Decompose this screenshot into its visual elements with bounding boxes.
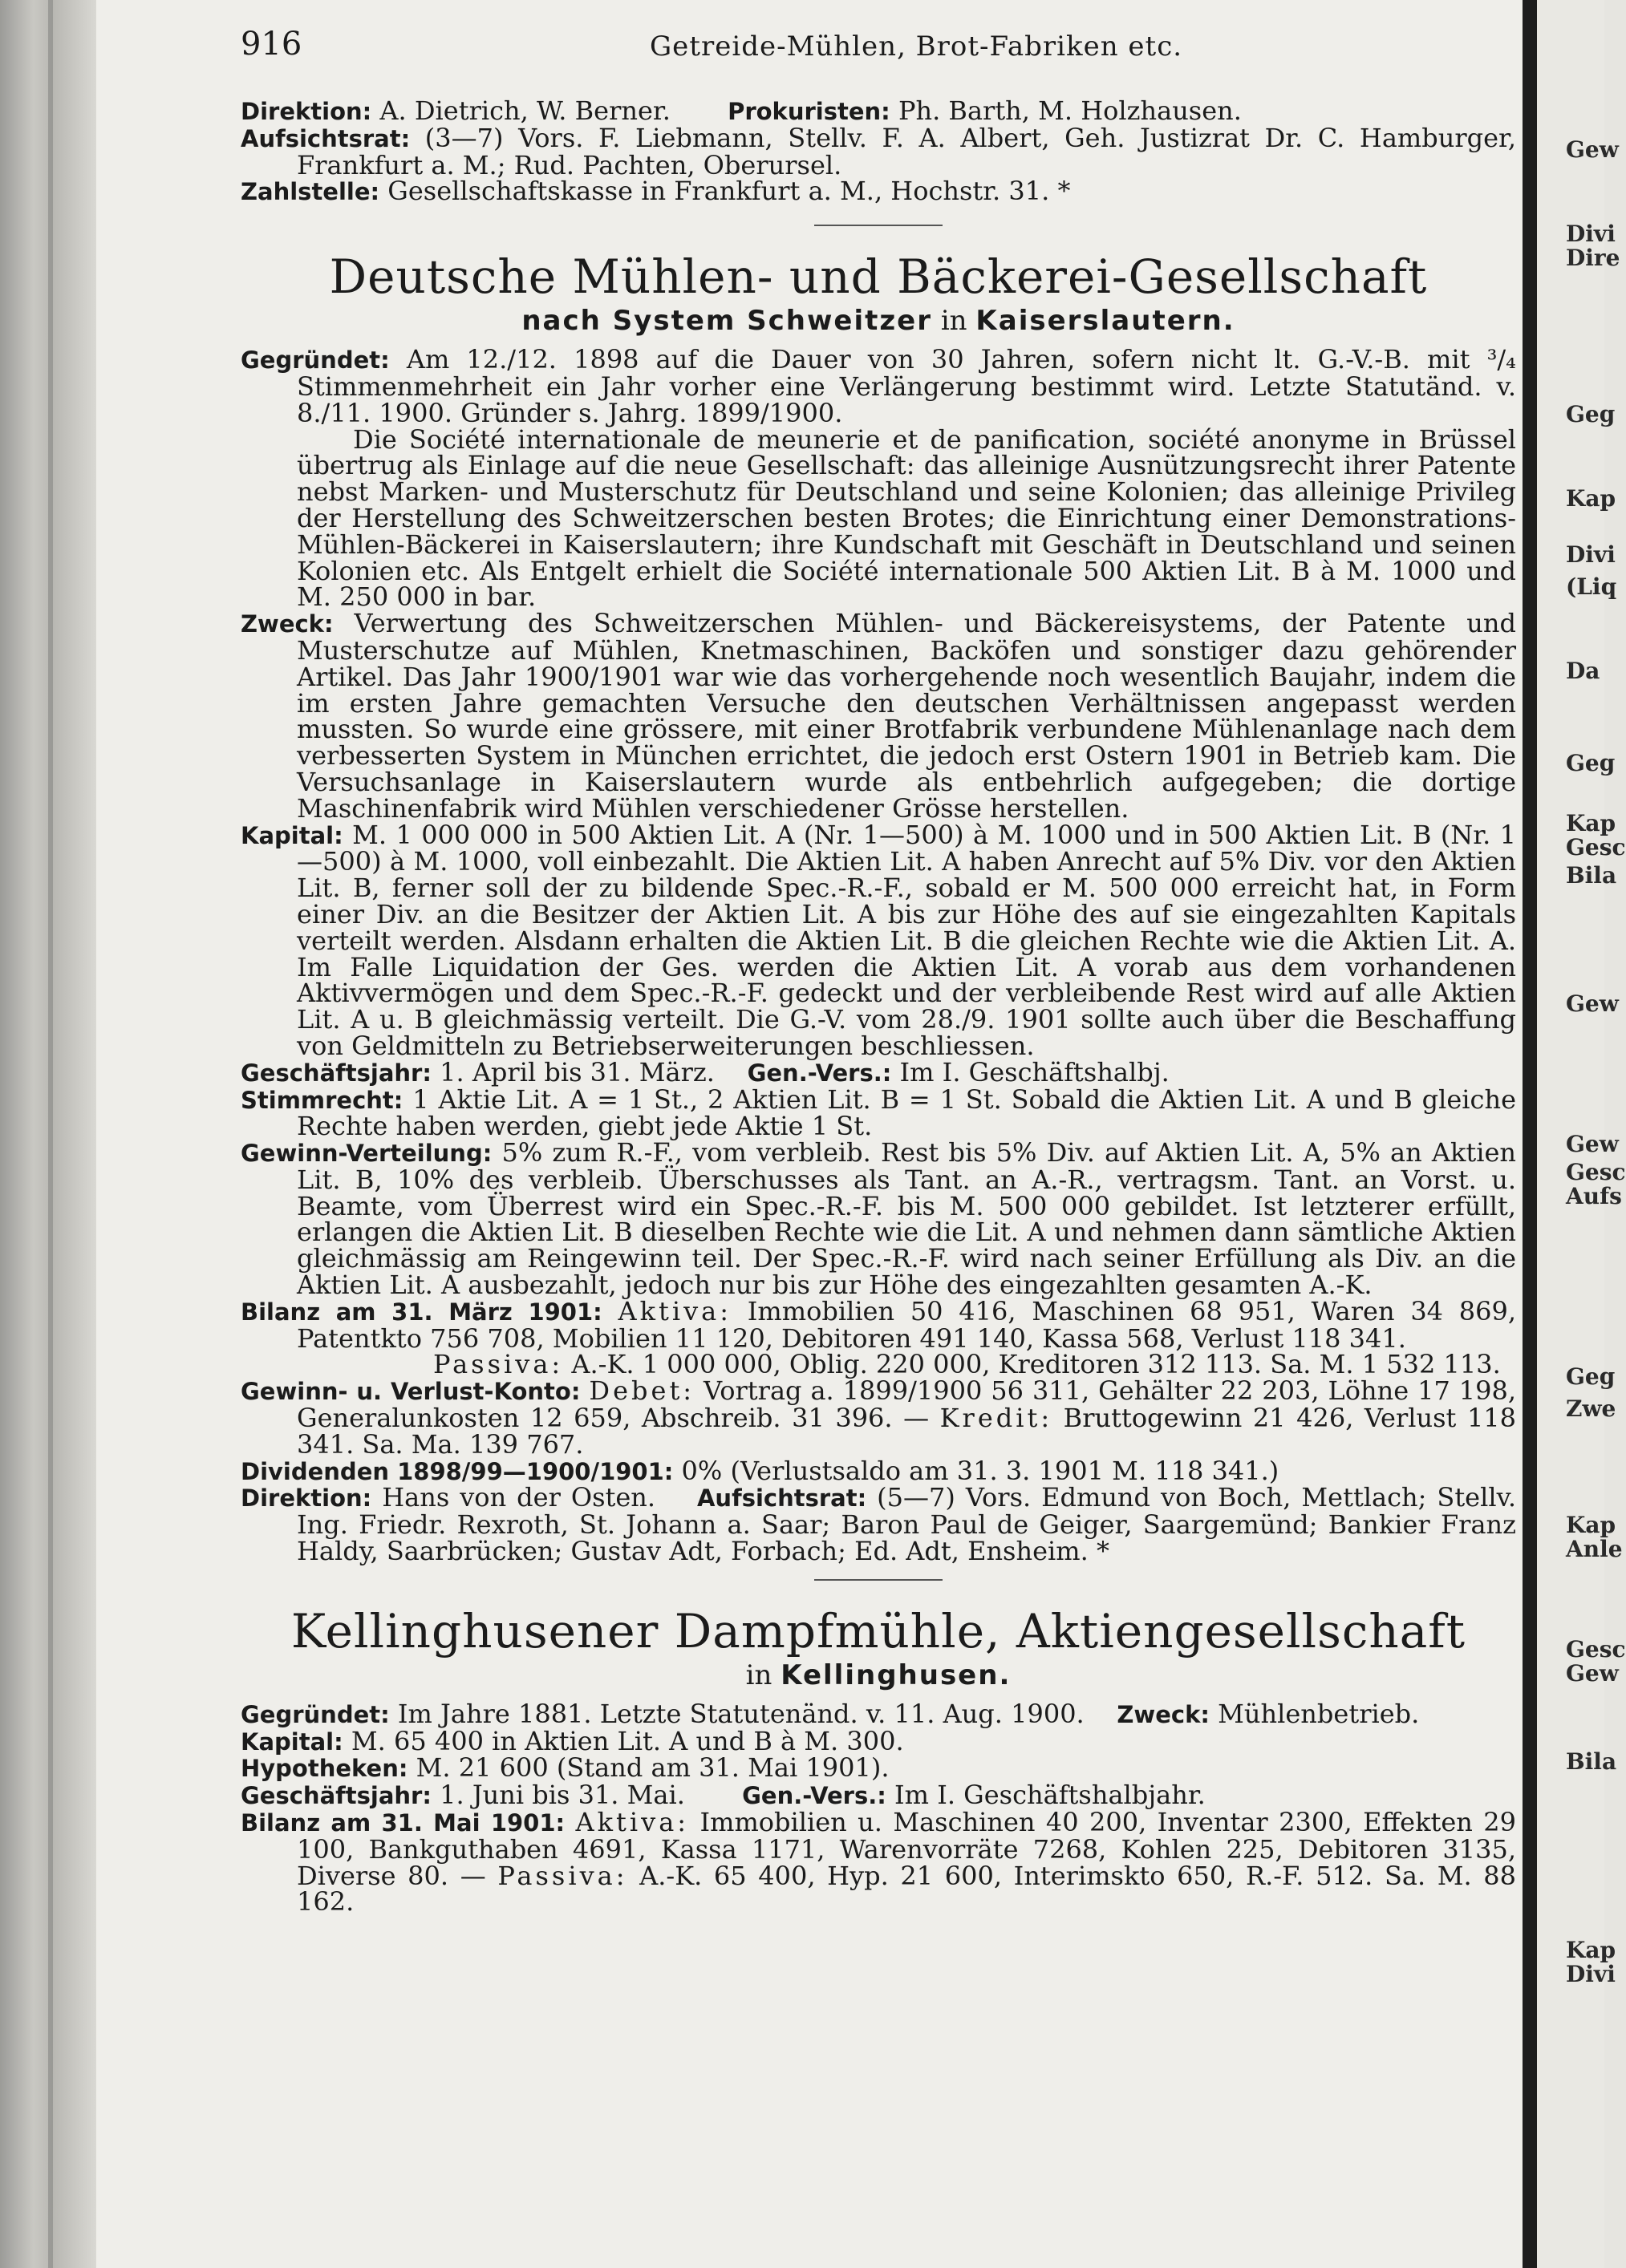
entry1-subtitle-place: Kaiserslautern.: [975, 305, 1235, 338]
neighbor-fragment: Kap: [1566, 485, 1616, 512]
neighbor-fragment: Dire: [1566, 245, 1620, 271]
entry1-zweck-label: Zweck:: [241, 610, 334, 638]
entry2-zweck-text: Mühlenbetrieb.: [1218, 1698, 1420, 1729]
entry1-debet-label: Debet:: [589, 1375, 695, 1407]
entry1-zweck-text: Verwertung des Schweitzerschen Mühlen- und Bäckereisystems, der Patente und Musterschutze auf Mühlen, Knetmaschinen, Backöfen und sonstiger dazu gehörender Artikel. Das Jahr 1900/1901 war wie das vorhergehende noch wesentlich Baujahr, indem die im ersten Jahre gemachten Versuche den deutschen Verhältnissen angepasst werden mussten. So wurde eine grössere, mit einer Brotfabrik verbundene Mühlenanlage nach dem verbesserten System in München errichtet, die jedoch erst Ostern 1901 in Betrieb kam. Die Versuchsanlage in Kaiserslautern wurde als entbehrlich aufgegeben; die dortige Maschinenfabrik wird Mühlen verschiedener Grösse herstellen.: [297, 608, 1517, 824]
section-rule-1: [814, 225, 943, 226]
neighbor-fragment: Gew: [1566, 1131, 1619, 1157]
prev-zahlstelle-label: Zahlstelle:: [241, 178, 380, 206]
entry2-geschaeftsjahr: [241, 1782, 1516, 1809]
entry1-geschaeftsjahr: [241, 1056, 1516, 1087]
neighbor-fragment: Gesc: [1566, 834, 1626, 861]
entry2-gegruendet: [241, 1698, 1516, 1729]
prev-zahlstelle: Gesellschaftskasse in Frankfurt a. M., Hochstr. 31. *: [387, 176, 1071, 207]
prev-direktion-label: Direktion:: [241, 98, 372, 125]
entry1-aktiva-text: Immobilien 50 416, Maschinen 68 951, Waren 34 869, Patentkto 756 708, Mobilien 11 120, Debitoren 491 140, Kassa 568, Verlust 118 341.: [297, 1295, 1517, 1354]
entry2-geschaeftsjahr-label: Geschäftsjahr:: [241, 1782, 432, 1810]
prev-zahlstelle-line: [241, 178, 1516, 205]
page-number: 916: [241, 26, 302, 63]
binding-shadow: [48, 0, 53, 2268]
neighbor-fragment: Geg: [1566, 750, 1616, 776]
entry1-debet-text: Vortrag a. 1899/1900 56 311, Gehälter 22 203, Löhne 17 198, Generalunkosten 12 659, Abschreib. 31 396. —: [297, 1375, 1517, 1434]
neighbor-fragment: Kap: [1566, 1512, 1616, 1538]
entry2-subtitle-place: Kellinghusen.: [781, 1658, 1012, 1691]
entry1-geschaeftsjahr-text: 1. April bis 31. März.: [440, 1056, 715, 1087]
neighbor-fragment: Anle: [1566, 1536, 1623, 1562]
neighbor-fragment: Kap: [1566, 1937, 1616, 1963]
entry1-title: Deutsche Mühlen- und Bäckerei-Gesellschaft: [329, 249, 1428, 305]
entry2-aktiva-label: Aktiva:: [575, 1807, 690, 1838]
entry2-geschaeftsjahr-text: 1. Juni bis 31. Mai.: [440, 1780, 685, 1811]
entry1-passiva: [241, 1351, 1516, 1378]
neighbor-fragment: Bila: [1566, 1748, 1617, 1775]
neighbor-fragment: Divi: [1566, 541, 1616, 568]
entry1-gewinn: [241, 1137, 1517, 1301]
neighbor-fragment: Gesc: [1566, 1636, 1626, 1663]
neighbor-fragment: Da: [1566, 658, 1600, 684]
entry1-stimmrecht-label: Stimmrecht:: [241, 1086, 403, 1114]
entry1-gegruendet-text: Am 12./12. 1898 auf die Dauer von 30 Jahren, sofern nicht lt. G.-V.-B. mit ³/₄ Stimmenmehrheit ein Jahr vorher eine Verlängerung bestimmt wird. Letzte Statutänd. v. 8./11. 1900. Gründer s. Jahrg. 1899/1900.: [297, 344, 1517, 428]
entry1-subtitle-in: in: [940, 305, 967, 338]
entry1-bilanz: [241, 1295, 1517, 1354]
entry1-zweck: [241, 608, 1517, 824]
entry1-kapital-text: M. 1 000 000 in 500 Aktien Lit. A (Nr. 1—500) à M. 1000 und in 500 Aktien Lit. B (Nr. 1—500) à M. 1000, voll einbezahlt. Die Aktien Lit. A haben Anrecht auf 5% Div. vor den Aktien Lit. B, ferner soll der zu bildende Spec.-R.-F., sobald er M. 500 000 erreicht hat, in Form einer Div. an die Besitzer der Aktien Lit. A bis zur Höhe des auf sie eingezahlten Kapitals verteilt werden. Alsdann erhalten die Aktien Lit. B die gleichen Rechte wie die Aktien Lit. A. Im Falle Liquidation der Ges. werden die Aktien Lit. A vorab aus dem vorhandenen Aktivvermögen und dem Spec.-R.-F. gedeckt und der verbleibende Rest wird auf alle Aktien Lit. A u. B gleichmässig verteilt. Die G.-V. vom 28./9. 1901 sollte auch über die Beschaffung von Geldmitteln zu Betriebserweiterungen beschliessen.: [297, 819, 1517, 1061]
entry1-gegruendet-label: Gegründet:: [241, 346, 390, 375]
entry1-societe: Die Société internationale de meunerie et de panification, société anonyme in Brüssel übertrug als Einlage auf die neue Gesellschaft: das alleinige Ausnützungsrecht ihrer Patente nebst Marken- und Musterschutz für Deutschland und seine Kolonien; das alleinige Privileg der Herstellung des Schweitzerschen besten Brotes; die Einrichtung einer Demonstrations-Mühlen-Bäckerei in Kaiserslautern; ihre Kundschaft mit Geschäft in Deutschland und seinen Kolonien etc. Als Entgelt erhielt die Société internationale 500 Aktien Lit. B à M. 1000 und M. 250 000 in bar.: [297, 423, 1516, 613]
entry1-kapital: [241, 819, 1517, 1061]
neighbor-fragment: Gew: [1566, 136, 1619, 163]
entry1-gewinn-label: Gewinn-Verteilung:: [241, 1140, 493, 1168]
entry1-subtitle-system: nach System Schweitzer: [521, 305, 932, 338]
neighbor-fragment: Bila: [1566, 862, 1617, 889]
entry2-passiva-text: A.-K. 65 400, Hyp. 21 600, Interimskto 650, R.-F. 512. Sa. M. 88 162.: [297, 1860, 1517, 1918]
entry2-passiva-label: Passiva:: [497, 1860, 628, 1891]
entry1-guv-label: Gewinn- u. Verlust-Konto:: [241, 1378, 581, 1406]
entry2-gegruendet-label: Gegründet:: [241, 1700, 390, 1728]
prev-direktion: A. Dietrich, W. Berner.: [379, 95, 671, 126]
entry1-kredit-text: Bruttogewinn 21 426, Verlust 118 341. Sa. Ma. 139 767.: [297, 1403, 1517, 1460]
entry1-genvers-text: Im I. Geschäftshalbj.: [899, 1056, 1170, 1087]
neighbor-fragment: Geg: [1566, 1363, 1616, 1390]
entry1-direktion-text: Hans von der Osten.: [382, 1482, 656, 1513]
prev-aufsichtsrat-label: Aufsichtsrat:: [241, 124, 411, 152]
entry1-kredit-label: Kredit:: [939, 1403, 1053, 1434]
neighbor-fragment: Divi: [1566, 221, 1616, 247]
neighbor-fragment: Aufs: [1566, 1183, 1622, 1209]
entry1-aktiva-label: Aktiva:: [618, 1295, 732, 1326]
entry1-bilanz-label: Bilanz am 31. März 1901:: [241, 1298, 602, 1326]
prev-aufsichtsrat: (3—7) Vors. F. Liebmann, Stellv. F. A. Albert, Geh. Justizrat Dr. C. Hamburger, Frankfurt a. M.; Rud. Pachten, Oberursel.: [297, 122, 1516, 180]
entry1-guv: [241, 1375, 1517, 1460]
neighbor-fragment: Gew: [1566, 990, 1619, 1017]
entry2-hypotheken-text: M. 21 600 (Stand am 31. Mai 1901).: [416, 1752, 890, 1784]
entry1-dividenden: [241, 1455, 1516, 1486]
entry1-passiva-label: Passiva:: [433, 1349, 564, 1380]
entry1-stimmrecht-text: 1 Aktie Lit. A = 1 St., 2 Aktien Lit. B = 1 St. Sobald die Aktien Lit. A und B gleiche Rechte haben werden, giebt jede Aktie 1 St.: [297, 1083, 1517, 1142]
neighbor-fragment: Zwe: [1566, 1395, 1616, 1422]
entry1-subtitle: [241, 305, 1516, 337]
entry2-kapital-text: M. 65 400 in Aktien Lit. A und B à M. 300.: [351, 1725, 904, 1756]
entry1-dividenden-label: Dividenden 1898/99—1900/1901:: [241, 1457, 674, 1485]
entry1-dividenden-text: 0% (Verlustsaldo am 31. 3. 1901 M. 118 341.): [681, 1455, 1279, 1486]
section-rule-2: [814, 1579, 943, 1581]
entry2-hypotheken: [241, 1752, 1516, 1784]
entry2-gegruendet-text: Im Jahre 1881. Letzte Statutenänd. v. 11. Aug. 1900.: [397, 1698, 1085, 1729]
page-fold-divider: [1523, 0, 1537, 2268]
entry2-bilanz-label: Bilanz am 31. Mai 1901:: [241, 1809, 566, 1837]
page-header: [241, 26, 1524, 66]
entry2-subtitle-in: in: [745, 1658, 772, 1691]
prev-aufsichtsrat-line: [241, 122, 1516, 180]
entry2-subtitle: [241, 1659, 1516, 1691]
entry2-genvers-text: Im I. Geschäftshalbjahr.: [894, 1780, 1206, 1811]
entry2-kapital: [241, 1725, 1516, 1756]
binding-gutter: [0, 0, 96, 2268]
entry1-stimmrecht: [241, 1083, 1517, 1142]
page-content: [241, 95, 1517, 1918]
running-title: Getreide-Mühlen, Brot-Fabriken etc.: [650, 30, 1183, 63]
entry2-hypotheken-label: Hypotheken:: [241, 1755, 408, 1783]
entry2-genvers-label: Gen.-Vers.:: [742, 1782, 886, 1810]
entry1-geschaeftsjahr-label: Geschäftsjahr:: [241, 1059, 432, 1087]
entry1-gegruendet: [241, 346, 1516, 426]
prev-prokuristen: Ph. Barth, M. Holzhausen.: [898, 95, 1242, 126]
neighbor-page-margin: [1537, 0, 1626, 2268]
entry1-kapital-label: Kapital:: [241, 821, 343, 849]
entry1-genvers-label: Gen.-Vers.:: [747, 1059, 892, 1087]
prev-prokuristen-label: Prokuristen:: [728, 98, 890, 125]
neighbor-fragment: (Liq: [1566, 573, 1617, 600]
entry1-aufsichtsrat-label: Aufsichtsrat:: [696, 1484, 867, 1513]
entry1-direktion: [241, 1482, 1517, 1567]
entry1-gewinn-text: 5% zum R.-F., vom verbleib. Rest bis 5% Div. auf Aktien Lit. A, 5% an Aktien Lit. B, 10% des verbleib. Überschusses als Tant. an A.-R., vertragsm. Tant. an Vorst. u. Beamte, vom Überrest wird ein Spec.-R.-F. bis M. 500 000 gebildet. Ist letzterer erfüllt, erlangen die Aktien Lit. B dieselben Rechte wie die Lit. A und nehmen dann sämtliche Aktien gleichmässig am Reingewinn teil. Der Spec.-R.-F. wird nach seiner Erfüllung als Div. an die Aktien Lit. A ausbezahlt, jedoch nur bis zur Höhe des eingezahlten gesamten A.-K.: [297, 1137, 1517, 1301]
neighbor-fragment: Divi: [1566, 1961, 1616, 1987]
neighbor-fragment: Gew: [1566, 1660, 1619, 1687]
entry2-zweck-label: Zweck:: [1117, 1700, 1210, 1728]
entry1-aufsichtsrat-text: (5—7) Vors. Edmund von Boch, Mettlach; Stellv. Ing. Friedr. Rexroth, St. Johann a. Saar; Baron Paul de Geiger, Saargemünd; Bankier Franz Haldy, Saarbrücken; Gustav Adt, Forbach; Ed. Adt, Ensheim. *: [297, 1482, 1517, 1567]
entry1-direktion-label: Direktion:: [241, 1484, 372, 1513]
entry1-passiva-text: A.-K. 1 000 000, Oblig. 220 000, Kreditoren 312 113. Sa. M. 1 532 113.: [571, 1349, 1501, 1380]
entry2-bilanz: [241, 1807, 1517, 1918]
neighbor-fragment: Geg: [1566, 401, 1616, 427]
entry2-kapital-label: Kapital:: [241, 1727, 343, 1756]
entry2-title: Kellinghusener Dampfmühle, Aktiengesellschaft: [290, 1603, 1466, 1658]
neighbor-fragment: Kap: [1566, 810, 1616, 836]
neighbor-fragment: Gesc: [1566, 1159, 1626, 1185]
prev-direktion-line: [241, 95, 1516, 126]
entry2-aktiva-text: Immobilien u. Maschinen 40 200, Inventar 2300, Effekten 29 100, Bankguthaben 4691, Kassa 1171, Warenvorräte 7268, Kohlen 225, Debitoren 3135, Diverse 80. —: [297, 1807, 1517, 1891]
